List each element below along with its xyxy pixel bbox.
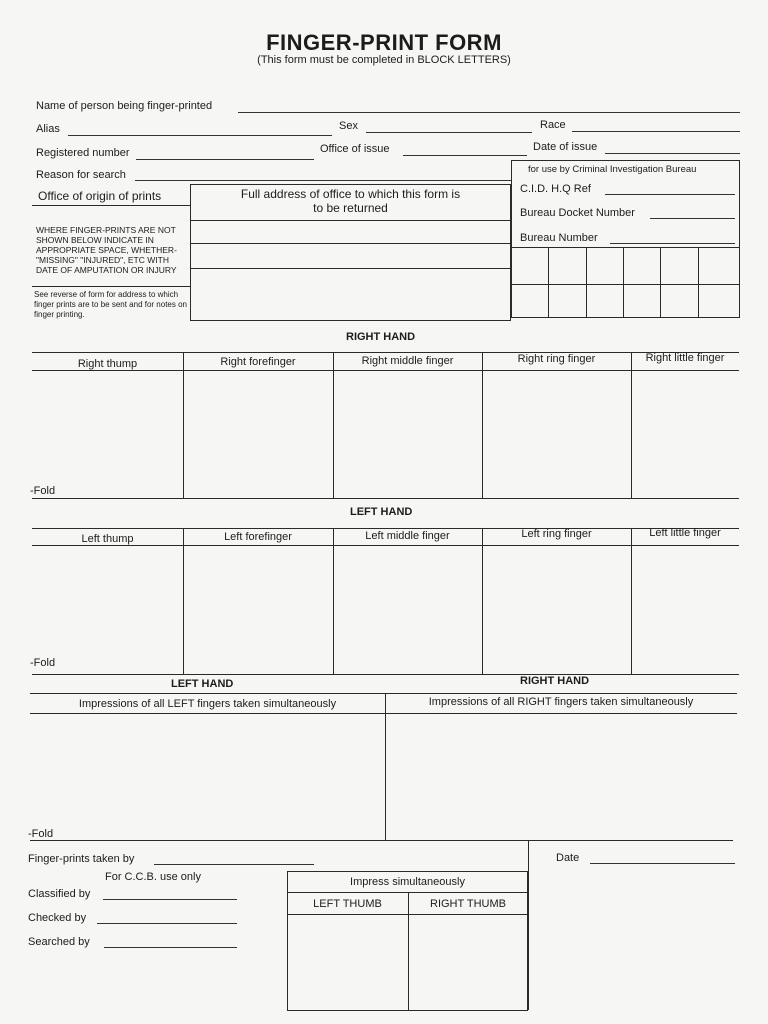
impress-simultaneously-label: Impress simultaneously xyxy=(350,876,465,888)
right-hand-heading: RIGHT HAND xyxy=(346,331,416,343)
cib-grid-col xyxy=(548,247,549,318)
right-forefinger-label: Right forefinger xyxy=(220,356,296,368)
origin-divider-2 xyxy=(32,286,190,287)
where-note: WHERE FINGER-PRINTS ARE NOT SHOWN BELOW INDICATE IN APPROPRIATE SPACE, WHETHER-"MISSING" "INJURED", ETC WITH DATE OF AMPUTATION OR INJURY xyxy=(36,225,177,275)
searched-by-label: Searched by xyxy=(28,936,90,948)
reason-for-search-label: Reason for search xyxy=(36,169,126,181)
cib-grid-col xyxy=(586,247,587,318)
right-forefinger-print-area[interactable] xyxy=(183,370,333,498)
classified-by-field[interactable] xyxy=(103,899,237,900)
checked-by-label: Checked by xyxy=(28,912,87,924)
left-middle-finger-label: Left middle finger xyxy=(365,530,450,542)
cid-ref-label: C.I.D. H.Q Ref xyxy=(520,183,591,195)
address-line xyxy=(190,243,511,244)
left-hand-heading: LEFT HAND xyxy=(350,506,413,518)
bureau-number-field[interactable] xyxy=(610,243,735,244)
left-thumb-label: Left thump xyxy=(81,533,134,545)
cib-grid-top xyxy=(511,247,740,248)
right-middle-finger-print-area[interactable] xyxy=(333,370,482,498)
right-middle-finger-label: Right middle finger xyxy=(361,355,454,367)
fold-marker: -Fold xyxy=(30,485,56,497)
alias-field[interactable] xyxy=(68,135,332,136)
checked-by-field[interactable] xyxy=(97,923,237,924)
date-of-issue-field[interactable] xyxy=(605,153,740,154)
left-little-finger-label: Left little finger xyxy=(649,527,721,539)
name-label: Name of person being finger-printed xyxy=(36,100,213,112)
name-field[interactable] xyxy=(238,112,740,113)
ccb-use-label: For C.C.B. use only xyxy=(105,871,201,883)
left-little-finger-print-area[interactable] xyxy=(631,545,739,674)
sex-label: Sex xyxy=(339,120,358,132)
left-ring-finger-label: Left ring finger xyxy=(521,528,592,540)
left-thumb-impression-area[interactable] xyxy=(287,914,408,1011)
race-field[interactable] xyxy=(572,131,740,132)
right-thumb-impression-area[interactable] xyxy=(408,914,528,1011)
searched-by-field[interactable] xyxy=(104,947,237,948)
page-subtitle: (This form must be completed in BLOCK LETTERS) xyxy=(257,54,511,66)
simultaneous-left-heading: LEFT HAND xyxy=(171,678,234,690)
address-line xyxy=(190,268,511,269)
race-label: Race xyxy=(540,119,566,131)
right-thumb-label: RIGHT THUMB xyxy=(430,898,506,910)
taken-by-field[interactable] xyxy=(154,864,314,865)
left-hand-bottom xyxy=(32,674,739,675)
cib-grid-col xyxy=(623,247,624,318)
right-hand-bottom xyxy=(32,498,739,499)
left-middle-finger-print-area[interactable] xyxy=(333,545,482,674)
simultaneous-bottom xyxy=(30,840,733,841)
fold-marker: -Fold xyxy=(28,828,54,840)
right-simultaneous-print-area[interactable] xyxy=(385,713,737,840)
right-little-finger-label: Right little finger xyxy=(645,352,725,364)
right-thumb-label: Right thump xyxy=(77,358,138,370)
right-ring-finger-label: Right ring finger xyxy=(517,353,596,365)
right-thumb-print-area[interactable] xyxy=(32,370,183,498)
taken-by-label: Finger-prints taken by xyxy=(28,853,135,865)
left-forefinger-print-area[interactable] xyxy=(183,545,333,674)
sex-field[interactable] xyxy=(366,132,532,133)
date-label: Date xyxy=(556,852,580,864)
simultaneous-top xyxy=(30,693,737,694)
left-forefinger-label: Left forefinger xyxy=(224,531,292,543)
left-thumb-label: LEFT THUMB xyxy=(313,898,382,910)
office-of-issue-field[interactable] xyxy=(403,155,527,156)
docket-number-field[interactable] xyxy=(650,218,735,219)
date-of-issue-label: Date of issue xyxy=(533,141,598,153)
left-simultaneous-print-area[interactable] xyxy=(30,713,385,840)
simultaneous-right-heading: RIGHT HAND xyxy=(520,675,590,687)
left-ring-finger-print-area[interactable] xyxy=(482,545,631,674)
right-little-finger-print-area[interactable] xyxy=(631,370,739,498)
registered-number-label: Registered number xyxy=(36,147,130,159)
registered-number-field[interactable] xyxy=(136,159,314,160)
cib-grid-col xyxy=(660,247,661,318)
left-thumb-print-area[interactable] xyxy=(32,545,183,674)
fold-marker: -Fold xyxy=(30,657,56,669)
alias-label: Alias xyxy=(36,123,60,135)
reason-for-search-field[interactable] xyxy=(135,180,511,181)
simultaneous-right-label: Impressions of all RIGHT fingers taken simultaneously xyxy=(428,696,694,708)
cib-grid-mid xyxy=(511,284,740,285)
reverse-note: See reverse of form for address to which finger prints are to be sent and for notes on finger printing. xyxy=(34,290,187,319)
office-of-origin-label: Office of origin of prints xyxy=(38,189,162,203)
bureau-number-label: Bureau Number xyxy=(520,232,598,244)
docket-number-label: Bureau Docket Number xyxy=(520,207,635,219)
footer-divider xyxy=(528,840,529,1010)
cib-grid-col xyxy=(698,247,699,318)
right-ring-finger-print-area[interactable] xyxy=(482,370,631,498)
date-field[interactable] xyxy=(590,863,735,864)
simultaneous-left-label: Impressions of all LEFT fingers taken simultaneously xyxy=(78,698,337,710)
classified-by-label: Classified by xyxy=(28,888,91,900)
office-of-issue-label: Office of issue xyxy=(320,143,390,155)
cid-ref-field[interactable] xyxy=(605,194,735,195)
page-title: FINGER-PRINT FORM xyxy=(266,30,502,55)
address-label: Full address of office to which this form is to be returned xyxy=(240,187,461,215)
address-line xyxy=(190,220,511,221)
origin-divider xyxy=(32,205,190,206)
cib-heading: for use by Criminal Investigation Bureau xyxy=(528,164,697,175)
